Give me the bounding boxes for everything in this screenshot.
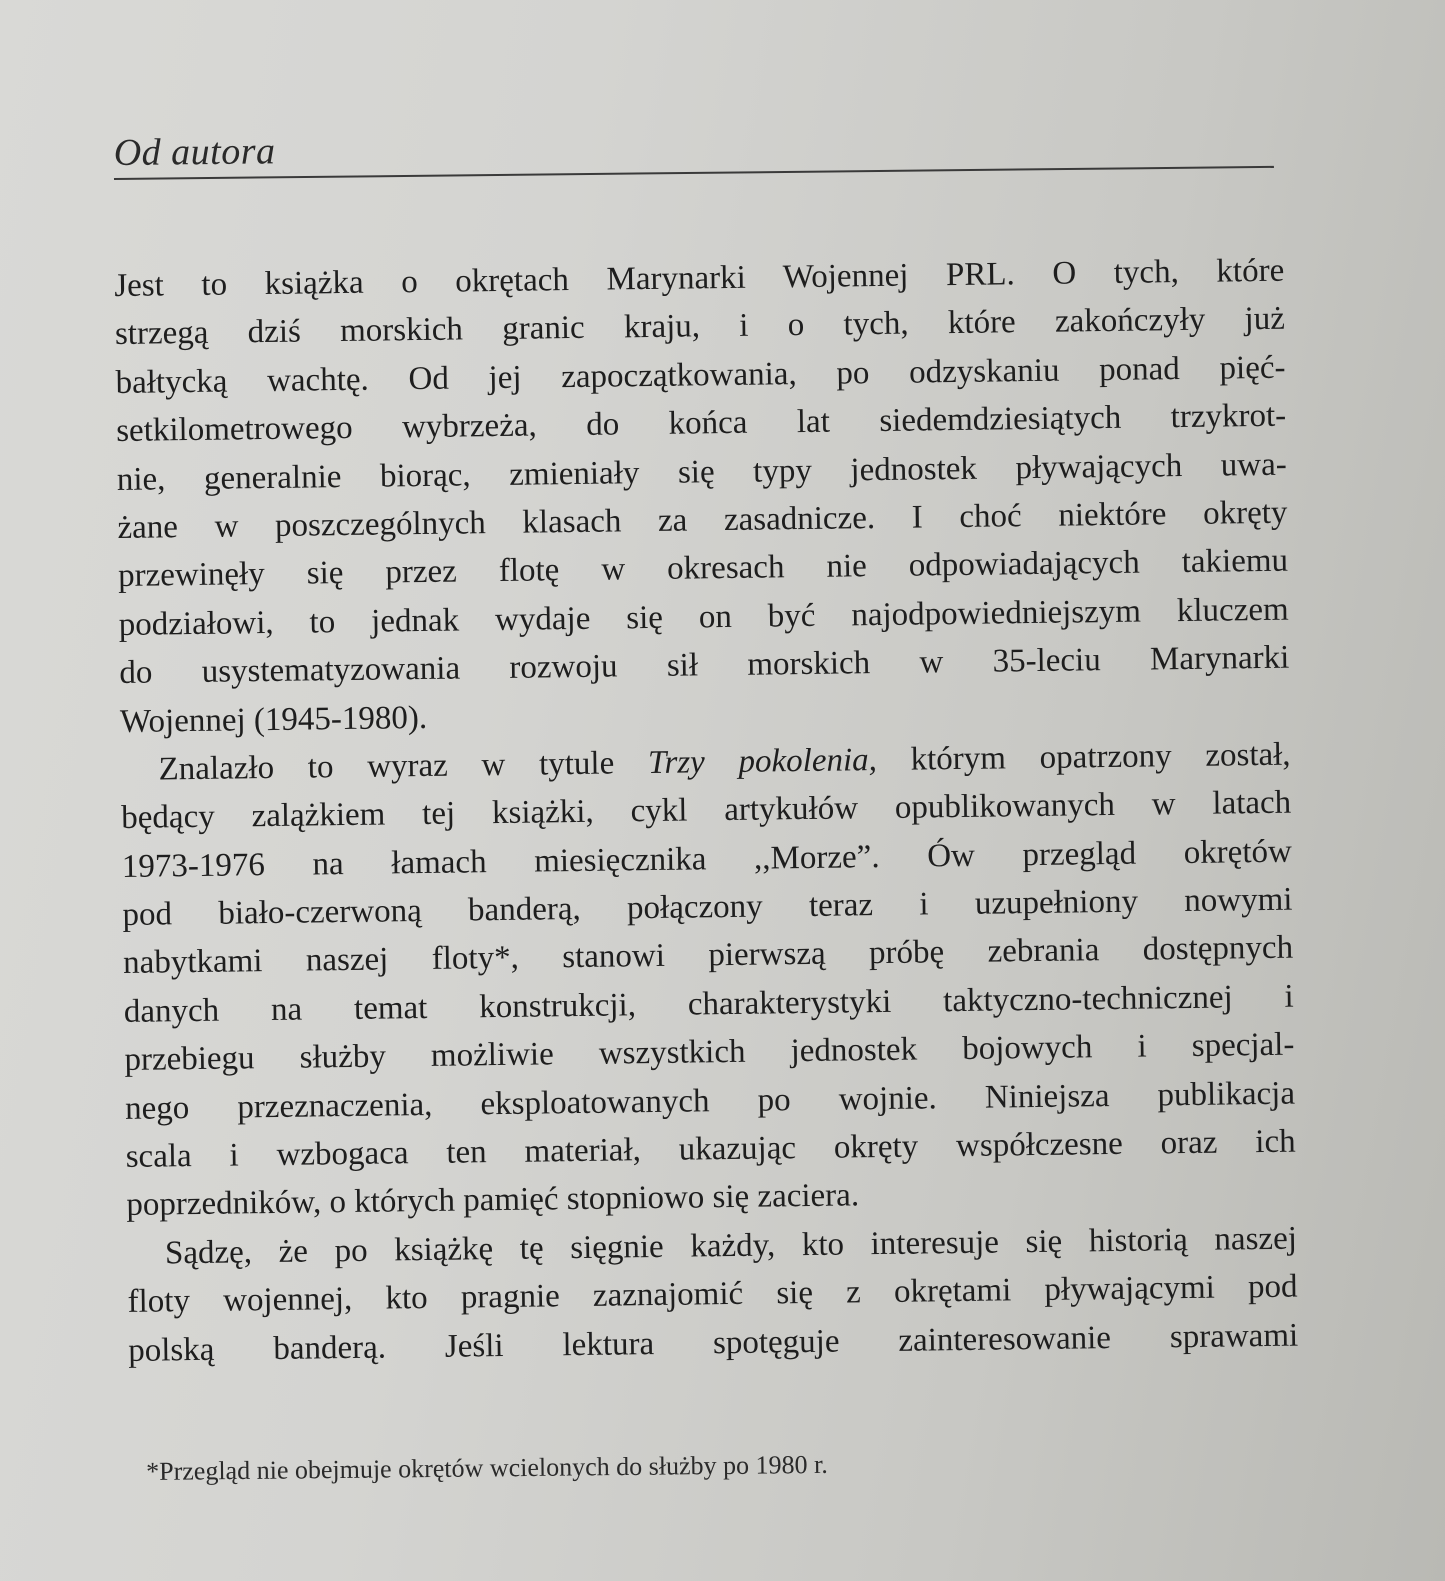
paragraph-2-line-8: nego przeznaczenia, eksploatowanych po wojnie. Niniejsza publikacja <box>124 1075 1296 1127</box>
paragraph-2-line-2: będący zalążkiem tej książki, cykl artykułów opublikowanych w latach <box>121 784 1292 837</box>
paragraph-3-line-3: polską banderą. Jeśli lektura spotęguje zainteresowanie sprawami <box>128 1317 1299 1369</box>
paragraph-2-line-4: pod biało-czerwoną banderą, połączony teraz i uzupełniony nowymi <box>122 881 1293 934</box>
section-heading: Od autora <box>113 130 276 175</box>
paragraph-2-line-9: scala i wzbogaca ten materiał, ukazując okręty współczesne oraz ich <box>125 1123 1296 1175</box>
paragraph-3-line-1: Sądzę, że po książkę tę sięgnie każdy, kto interesuje się historią naszej <box>164 1220 1298 1272</box>
footnote: *Przegląd nie obejmuje okrętów wcielonych do służby po 1980 r. <box>146 1449 828 1486</box>
paragraph-2-line-3: 1973-1976 na łamach miesięcznika ,,Morze”. Ów przegląd okrętów <box>121 833 1293 885</box>
section-heading-row <box>113 116 1273 180</box>
paragraph-1-line-1: Jest to książka o okrętach Marynarki Wojennej PRL. O tych, które <box>114 252 1285 304</box>
paragraph-1-line-2: strzegą dziś morskich granic kraju, i o tych, które zakończyły już <box>114 301 1286 353</box>
paragraph-1-line-4: setkilometrowego wybrzeża, do końca lat siedemdziesiątych trzykrot- <box>115 397 1287 450</box>
paragraph-1-line-7: przewinęły się przez flotę w okresach nie odpowiadających takiemu <box>117 543 1289 595</box>
book-title-italic: Trzy pokolenia, <box>647 741 878 781</box>
body-text <box>114 247 1298 1375</box>
paragraph-2-line-7: przebiegu służby możliwie wszystkich jednostek bojowych i specjal- <box>124 1026 1295 1079</box>
paragraph-1-line-8: podziałowi, to jednak wydaje się on być najodpowiedniejszym kluczem <box>118 591 1289 643</box>
paragraph-1-line-10: Wojennej (1945-1980). <box>119 699 428 740</box>
paragraph-2-line-1-after: którym opatrzony został, <box>876 736 1291 778</box>
paragraph-2-line-6: danych na temat konstrukcji, charakterystyki taktyczno-technicznej i <box>123 978 1294 1030</box>
paragraph-1-line-3: bałtycką wachtę. Od jej zapoczątkowania, po odzyskaniu ponad pięć- <box>115 349 1286 401</box>
paragraph-2-line-1-before: Znalazło to wyraz w tytule <box>158 744 649 788</box>
paragraph-1-line-6: żane w poszczególnych klasach za zasadnicze. I choć niektóre okręty <box>117 494 1288 546</box>
paragraph-3-line-2: floty wojennej, kto pragnie zaznajomić się z okrętami pływającymi pod <box>127 1268 1298 1321</box>
paragraph-1-line-9: do usystematyzowania rozwoju sił morskich w 35-leciu Marynarki <box>119 639 1290 692</box>
paragraph-2-line-10: poprzedników, o których pamięć stopniowo się zaciera. <box>126 1177 860 1224</box>
paragraph-2-line-5: nabytkami naszej floty*, stanowi pierwszą próbę zebrania dostępnych <box>122 930 1294 982</box>
paragraph-1-line-5: nie, generalnie biorąc, zmieniały się typy jednostek pływających uwa- <box>116 446 1287 498</box>
